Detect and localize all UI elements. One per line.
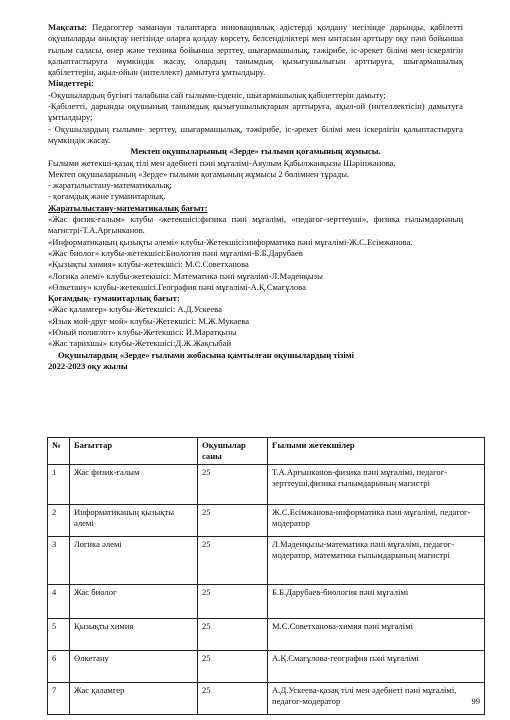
club-item: «Жас физик-ғалым» клубы -жетекшісі:физика пәні мұғалімі, «педагог-зерттеуші», физика ғылымдарының магистрі-Т.А.Арғынканов. (48, 214, 463, 236)
header-cell: Бағыттар (70, 438, 198, 465)
students-table (47, 437, 485, 715)
club-item: «Информатиканың қызықты әлемі» клубы-Жетекшісі:информатика пәні мұғалімі-Ж.С.Есімжанова. (48, 236, 413, 247)
table-header-row (48, 438, 485, 465)
direction-cell: Қызықты химия (70, 619, 198, 651)
direction-cell: Логика әлемі (70, 537, 198, 585)
table-row (48, 651, 485, 683)
society-line: Мектеп оқушыларының «Зерде» ғылыми қоғамының жұмысы 2 бөлімнен тұрады. (48, 168, 350, 179)
club-item: «Қызықты химия» клубы-жетекшісі: М.С.Советханова (48, 259, 249, 270)
purpose-label: Мақсаты: (48, 22, 88, 32)
supervisor-cell: М.С.Советханова-химия пәні мұғалімі (268, 619, 485, 651)
club-item: «Язык мой-друг мой» клубы-Жетекшісі: М.Ж.Мукаева (48, 315, 250, 326)
supervisor-cell: Ж.С.Есімжанова-информатика пәні мұғалімі, педагог-модератор (268, 505, 485, 537)
row-number: 7 (48, 683, 70, 715)
society-line: - жаратылыстану-математикалық; (48, 180, 172, 191)
header-cell: № (48, 438, 70, 465)
row-number: 5 (48, 619, 70, 651)
supervisor-cell: А.Қ.Смағұлова-география пәні мұғалімі (268, 651, 485, 683)
direction-cell: Жас биолог (70, 585, 198, 619)
natural-heading: Жаратылыстану-математикалық бағыт: (48, 202, 208, 213)
club-item: «Жас биолог» клубы-жетекшісі:Биология пәні мұғалімі-Б.Б.Дарубаев (48, 247, 303, 258)
club-item: «Логика әлемі» клубы-жетекшісі: Математика пәні мұғалімі-Л.Мәденқызы (48, 270, 323, 281)
body-text (48, 22, 463, 372)
row-number: 6 (48, 651, 70, 683)
society-heading: Мектеп оқушыларының «Зерде» ғылыми қоғамының жұмысы. (130, 146, 381, 157)
header-cell: Ғылыми жетекшілер (268, 438, 485, 465)
table-row (48, 619, 485, 651)
count-cell: 25 (198, 505, 268, 537)
direction-cell: Өлкетану (70, 651, 198, 683)
direction-cell: Жас қаламгер (70, 683, 198, 715)
task-item: - Оқушылардың ғылыми- зерттеу, шығармашылық, тәжірибе, іс-әрекет білімі мен іскерлігін қалыптастыруға мүмкіндік жасау. (48, 123, 463, 145)
count-cell: 25 (198, 619, 268, 651)
direction-cell: Информатиканың қызықты әлемі (70, 505, 198, 537)
task-item: -Қабілетті, дарынды оқушының танымдық қызығушылықтарын арттыруға, ақыл-ой (интеллектісін) дамытуға ұмтылдыру; (48, 101, 463, 123)
count-cell: 25 (198, 585, 268, 619)
humanitarian-heading: Қоғамдық- гуманитарлық бағыт: (48, 293, 180, 304)
club-item: «Өлкетану» клубы-жетекшісі.География пәні мұғалімі-А.Қ.Смағұлова (48, 281, 306, 292)
table-year: 2022-2023 оқу жылы (48, 360, 128, 371)
row-number: 3 (48, 537, 70, 585)
table-row (48, 537, 485, 585)
count-cell: 25 (198, 651, 268, 683)
row-number: 4 (48, 585, 70, 619)
purpose-text: Педагогтер заманауи талаптарға инновациялық әдістерді қолдану негізінде дарынды, қабілетті оқушыларды анықтау негізінде оларға қолдау көрсету, белсенділіктері мен ынтасын арттыру оқу пәні бойынша ғылым саласы, өнер және техника бойынша зерттеу, шығармашылық, тәжірибе, іс-әрекет білімі мен іскерлігін қалыптастыруға мүмкіндік жасау, олардың танымдық қызығушылығын арттыруға, шығармашылық қабілеттерін, ақыл-ойын (интеллект) дамытуға ұмтылдыру. (48, 22, 463, 78)
supervisor-cell: Л.Мәденқызы-математика пәні мұғалімі, педагог-модератор, математика ғылымдарының магистрі (268, 537, 485, 585)
table-row (48, 465, 485, 505)
supervisor-cell: Б.Б.Дарубаев-биология пәні мұғалімі (268, 585, 485, 619)
supervisor-cell: Т.А.Арғынканов-физика пәні мұғалімі, педагог-зерттеуші,физика ғылымдарының магистрі (268, 465, 485, 505)
task-item: -Оқушылардың бүгінгі талабына сай ғылыми-ізденіс, шығармашылық қабілеттерін дамыту; (48, 89, 386, 100)
purpose-paragraph (48, 22, 463, 78)
header-cell: Оқушылар саны (198, 438, 268, 465)
count-cell: 25 (198, 683, 268, 715)
table-title: Оқушылардың «Зерде» ғылыми жобасына қамтылған оқушылардың тізімі (58, 349, 354, 360)
page-number: 99 (471, 696, 480, 706)
tasks-label: Міндеттері: (48, 78, 94, 89)
club-item: «Жас қаламгер» клубы-Жетекшісі: А.Д.Ускеева (48, 304, 222, 315)
society-line: - қоғамдық және гуманитарлық. (48, 191, 166, 202)
club-item: «Юный полиглот» клубы-Жетекшісі: И.Маратқызы (48, 327, 237, 338)
row-number: 2 (48, 505, 70, 537)
society-line: Ғылыми жетекші-қазақ тілі мен әдебиеті пәні мұғалімі-Аяулым Қабылжанқызы Шәріпжанова. (48, 157, 396, 168)
direction-cell: Жас физик-ғалым (70, 465, 198, 505)
row-number: 1 (48, 465, 70, 505)
table-row (48, 505, 485, 537)
count-cell: 25 (198, 537, 268, 585)
table-row (48, 585, 485, 619)
club-item: «Жас тарихшы» клубы-Жетекшісі:Д.Ж.Жақсыбай (48, 338, 232, 349)
count-cell: 25 (198, 465, 268, 505)
supervisor-cell: А.Д.Ускеева-қазақ тілі мен әдебиеті пәні мұғалімі, педагог-модератор (268, 683, 485, 715)
table-row (48, 683, 485, 715)
